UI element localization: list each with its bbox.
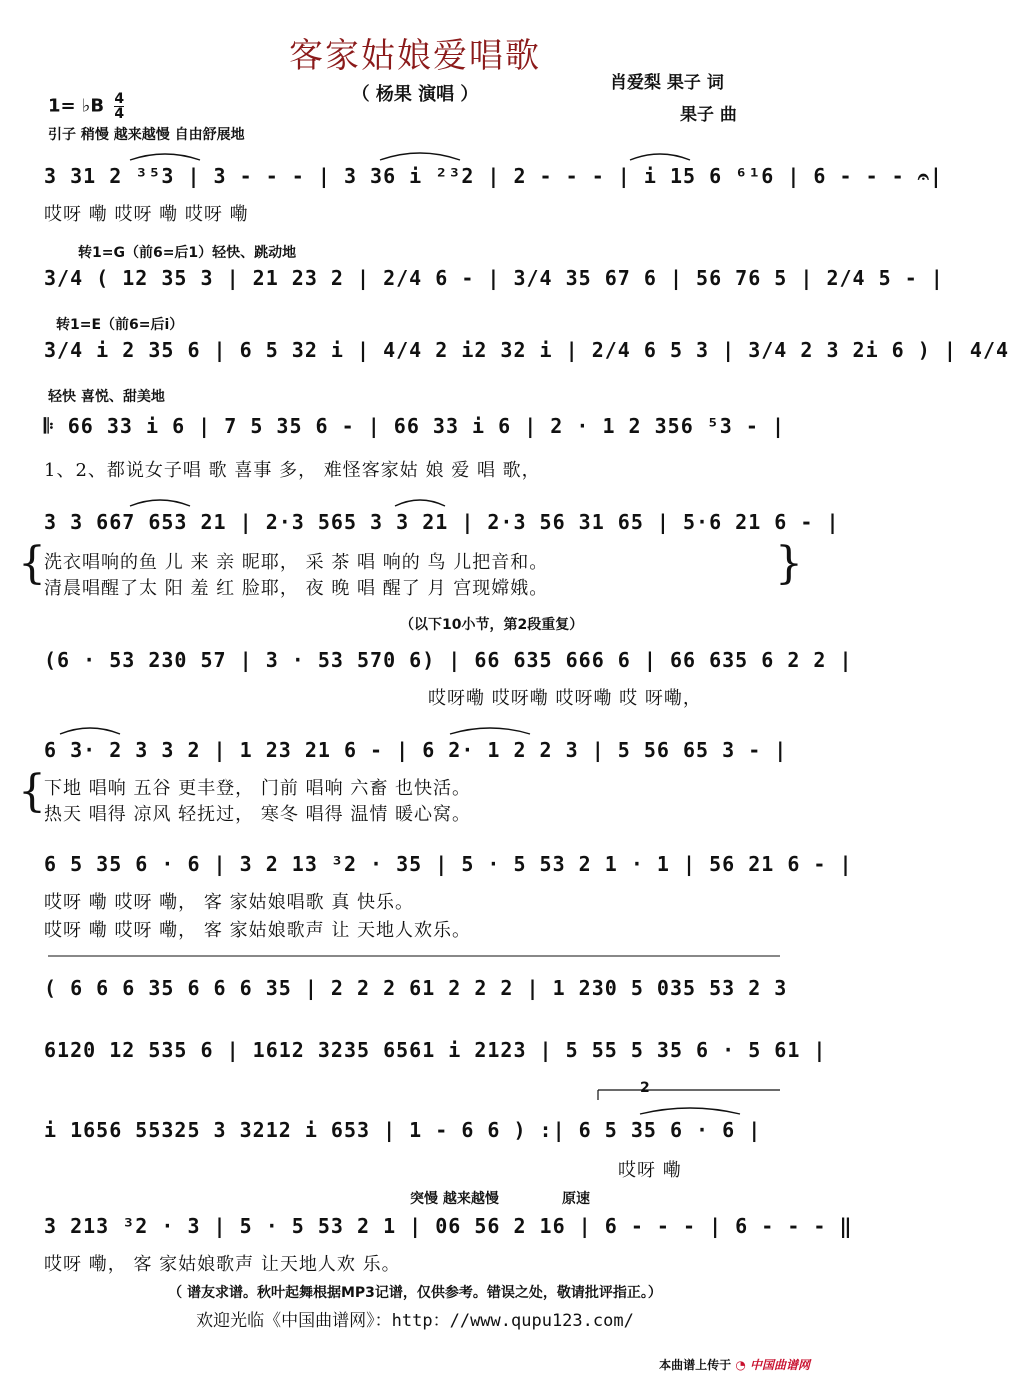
footer-note: （ 谱友求谱。秋叶起舞根据MP3记谱，仅供参考。错误之处，敬请批评指正。） xyxy=(168,1285,662,1301)
intro-marking: 引子 稍慢 越来越慢 自由舒展地 xyxy=(48,127,245,143)
tempo-marking: 原速 xyxy=(562,1191,590,1207)
lyrics-row-12: 哎呀 嘞， 客 家姑娘歌声 让天地人欢 乐。 xyxy=(44,1254,401,1275)
verse-brace-left: { xyxy=(18,538,46,589)
score-row-4: 𝄆 66 33 i 6 | 7 5 35 6 - | 66 33 i 6 | 2 · 1 2 356 ⁵3 - | xyxy=(44,414,786,438)
lyrics-row-5-verse-1: 洗衣唱响的鱼 儿 来 亲 昵耶， 采 茶 唱 响的 鸟 儿把音和。 xyxy=(44,552,549,573)
composer-credit: 果子 曲 xyxy=(680,105,737,125)
lyrics-row-8-verse-2: 哎呀 嘞 哎呀 嘞， 客 家姑娘歌声 让 天地人欢乐。 xyxy=(44,920,472,941)
score-row-11: i 1656 55325 3 3212 i 653 | 1 - 6 6 ) :| 6 5 35 6 · 6 | xyxy=(44,1118,762,1142)
slur-6 xyxy=(60,728,120,734)
slur-8 xyxy=(640,1108,740,1114)
score-row-6: (6 · 53 230 57 | 3 · 53 570 6) | 66 635 666 6 | 66 635 6 2 2 | xyxy=(44,648,853,672)
slur-1 xyxy=(130,154,200,160)
score-row-1: 3 31 2 ³⁵3 | 3 - - - | 3 36 i ²³2 | 2 - - - | i 15 6 ⁶¹6 | 6 - - - 𝄐| xyxy=(44,164,943,188)
upload-info xyxy=(659,1356,810,1373)
score-row-3: 3/4 i 2 35 6 | 6 5 32 i | 4/4 2 i2 32 i | 2/4 6 5 3 | 3/4 2 3 2i 6 ) | 4/4 xyxy=(44,338,1009,362)
time-top: 4 xyxy=(114,91,125,107)
score-row-7: 6 3· 2 3 3 2 | 1 23 21 6 - | 6 2· 1 2 2 3 | 5 56 65 3 - | xyxy=(44,738,788,762)
slur-7 xyxy=(450,728,530,734)
lyrics-row-11: 哎呀 嘞 xyxy=(618,1160,682,1181)
upload-prefix: 本曲谱上传于 xyxy=(659,1358,732,1372)
score-row-9: ( 6 6 6 35 6 6 6 35 | 2 2 2 61 2 2 2 | 1 230 5 035 53 2 3 xyxy=(44,976,788,1000)
volta-2-marking: 2 xyxy=(640,1080,650,1096)
lyrics-row-4: 1、2、都说女子唱 歌 喜事 多， 难怪客家姑 娘 爱 唱 歌， xyxy=(44,460,541,481)
verse-brace-left-2: { xyxy=(18,766,46,817)
score-row-2: 3/4 ( 12 35 3 | 21 23 2 | 2/4 6 - | 3/4 35 67 6 | 56 76 5 | 2/4 5 - | xyxy=(44,266,944,290)
slowing-marking: 突慢 越来越慢 xyxy=(410,1191,499,1207)
key-text: 1= ♭B xyxy=(48,95,105,117)
site-logo-icon: ◔ xyxy=(735,1358,746,1372)
lyrics-row-7-verse-1: 下地 唱响 五谷 更丰登， 门前 唱响 六畜 也快活。 xyxy=(44,778,472,799)
slur-3 xyxy=(630,154,690,160)
modulation-e-marking: 转1=E（前6=后i） xyxy=(56,317,184,333)
lyricist-credit: 肖爱梨 果子 词 xyxy=(610,73,724,93)
score-row-5: 3 3 667 653 21 | 2·3 565 3 3 21 | 2·3 56 31 65 | 5·6 21 6 - | xyxy=(44,510,840,534)
score-row-8: 6 5 35 6 · 6 | 3 2 13 ³2 · 35 | 5 · 5 53 2 1 · 1 | 56 21 6 - | xyxy=(44,852,853,876)
score-row-10: 6120 12 535 6 | 1612 3235 6561 i 2123 | 5 55 5 35 6 · 5 61 | xyxy=(44,1038,827,1062)
slur-4 xyxy=(130,500,190,506)
slur-5 xyxy=(395,500,445,506)
subtitle-performer: （ 杨果 演唱 ） xyxy=(351,84,479,105)
repeat-marking: （以下10小节，第2段重复） xyxy=(400,617,584,633)
lyrics-row-6: 哎呀嘞 哎呀嘞 哎呀嘞 哎 呀嘞， xyxy=(428,688,702,709)
slur-2 xyxy=(380,153,460,160)
lyrics-row-5-verse-2: 清晨唱醒了太 阳 羞 红 脸耶， 夜 晚 唱 醒了 月 宫现嫦娥。 xyxy=(44,578,549,599)
lyrics-row-1: 哎呀 嘞 哎呀 嘞 哎呀 嘞 xyxy=(44,204,249,225)
score-row-12: 3 213 ³2 · 3 | 5 · 5 53 2 1 | 06 56 2 16 | 6 - - - | 6 - - - ‖ xyxy=(44,1214,853,1238)
lyrics-row-8-verse-1: 哎呀 嘞 哎呀 嘞， 客 家姑娘唱歌 真 快乐。 xyxy=(44,892,415,913)
modulation-g-marking: 转1=G（前6=后1）轻快、跳动地 xyxy=(78,245,297,261)
verse-brace-right: } xyxy=(775,538,803,589)
lyrics-row-7-verse-2: 热天 唱得 凉风 轻抚过， 寒冬 唱得 温情 暖心窝。 xyxy=(44,804,472,825)
verse-marking: 轻快 喜悦、甜美地 xyxy=(48,389,165,405)
upload-site[interactable]: 中国曲谱网 xyxy=(749,1358,810,1372)
time-bottom: 4 xyxy=(114,106,125,122)
footer-site-link[interactable]: 欢迎光临《中国曲谱网》：http：//www.qupu123.com/ xyxy=(196,1311,634,1331)
page-title: 客家姑娘爱唱歌 xyxy=(289,36,541,76)
